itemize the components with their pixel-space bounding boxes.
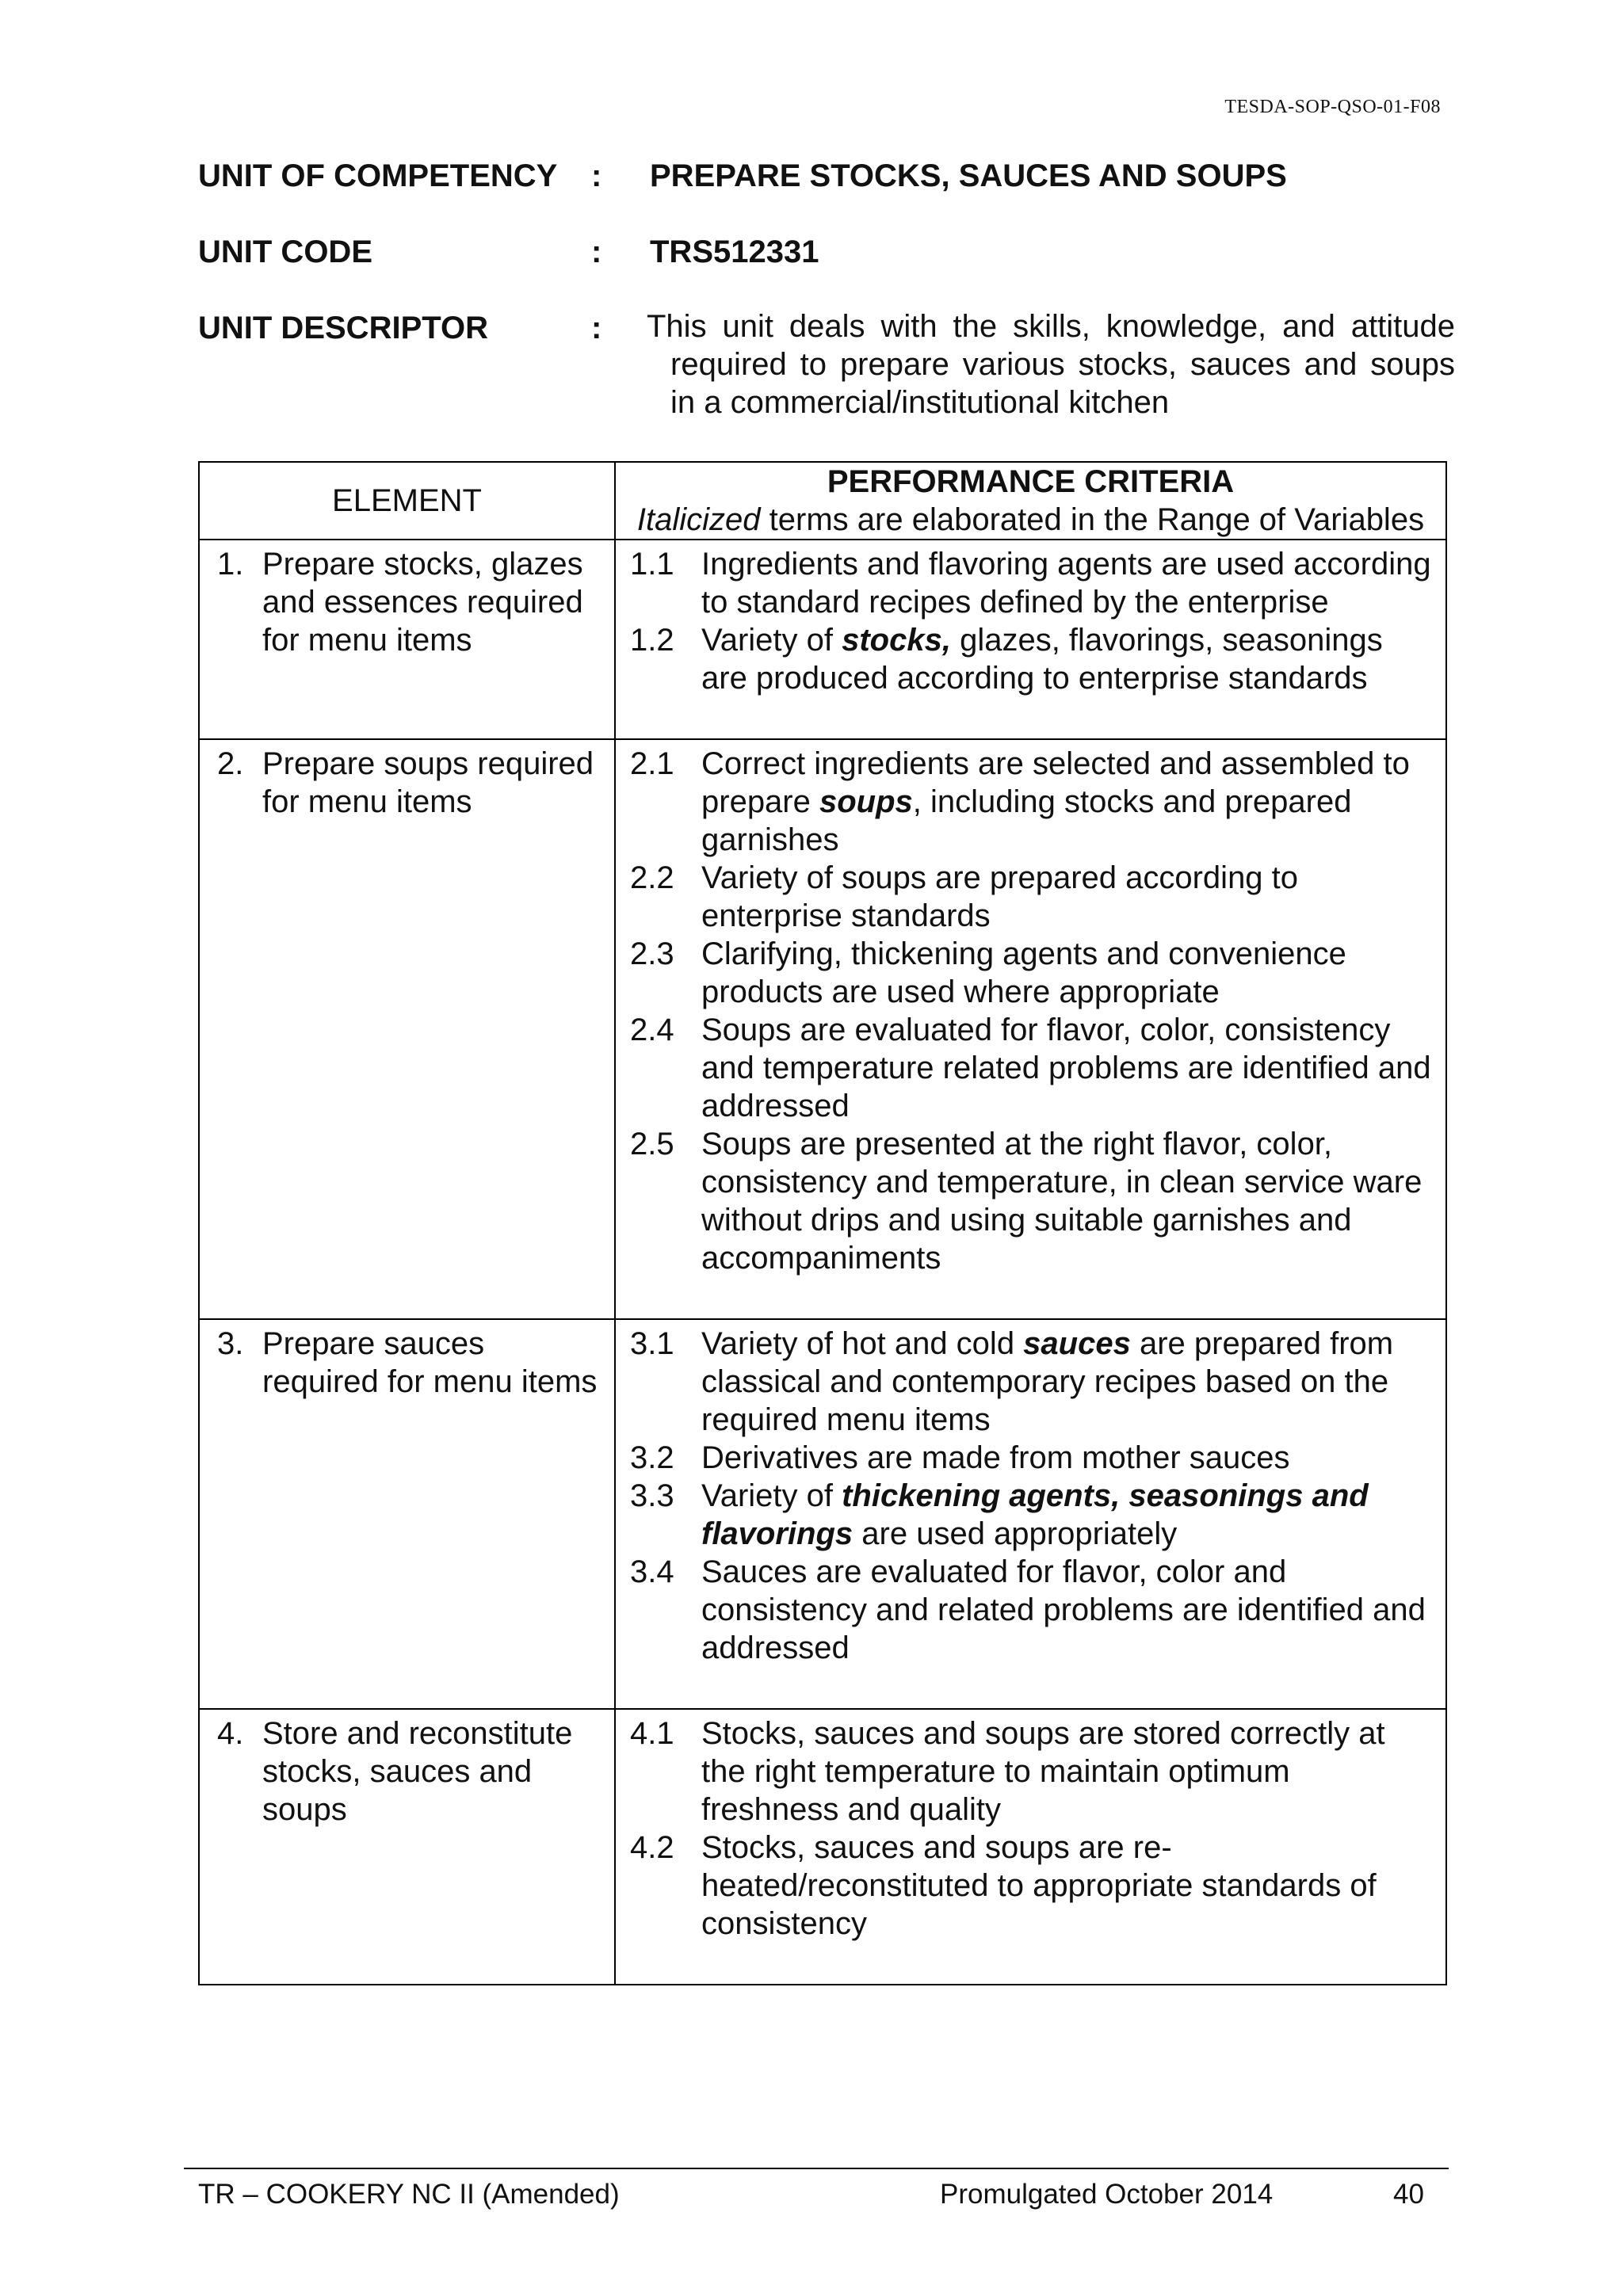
criterion-item bbox=[630, 1829, 1436, 1943]
unit-descriptor-text: This unit deals with the skills, knowledge, and attitude required to prepare various stocks, sauces and soups in a commercial/institutional kitchen bbox=[647, 309, 1455, 420]
criterion-text: Variety of bbox=[701, 623, 842, 658]
criterion-number: 2.4 bbox=[630, 1013, 674, 1047]
criterion-number: 2.3 bbox=[630, 936, 674, 971]
table-body bbox=[199, 540, 1446, 1985]
criterion-text: Correct ingredients are selected and assembled to prepare bbox=[701, 746, 1410, 819]
criterion-item bbox=[630, 1477, 1436, 1553]
criterion-number: 3.2 bbox=[630, 1440, 674, 1475]
table-row bbox=[199, 739, 1446, 1319]
criterion-item bbox=[630, 1011, 1436, 1125]
unit-of-competency-label: UNIT OF COMPETENCY bbox=[198, 158, 558, 193]
element-entry bbox=[217, 745, 598, 821]
element-text: Prepare sauces required for menu items bbox=[262, 1326, 598, 1399]
unit-descriptor-label: UNIT DESCRIPTOR bbox=[198, 311, 488, 345]
criterion-item bbox=[630, 1714, 1436, 1829]
element-text: Prepare stocks, glazes and essences required for menu items bbox=[262, 547, 583, 658]
criterion-number: 3.3 bbox=[630, 1478, 674, 1513]
criterion-emphasis: stocks, bbox=[842, 623, 951, 658]
unit-code-label: UNIT CODE bbox=[198, 235, 372, 269]
criteria-header-title: PERFORMANCE CRITERIA bbox=[827, 464, 1235, 499]
unit-of-competency-value: PREPARE STOCKS, SAUCES AND SOUPS bbox=[650, 158, 1287, 193]
element-cell bbox=[199, 1319, 615, 1709]
element-entry bbox=[217, 1714, 598, 1829]
criterion-item bbox=[630, 745, 1436, 859]
element-text: Prepare soups required for menu items bbox=[262, 746, 594, 819]
table-header-row bbox=[199, 462, 1446, 540]
element-cell bbox=[199, 1709, 615, 1985]
criteria-column-header bbox=[615, 462, 1446, 540]
footer-title: TR – COOKERY NC II (Amended) bbox=[198, 2179, 620, 2210]
competency-table bbox=[198, 461, 1447, 1985]
element-number: 3. bbox=[217, 1326, 244, 1361]
element-cell bbox=[199, 739, 615, 1319]
criterion-text: Ingredients and flavoring agents are used according to standard recipes defined by the enterprise bbox=[701, 547, 1431, 620]
criterion-text: are used appropriately bbox=[853, 1516, 1178, 1551]
element-column-header: ELEMENT bbox=[199, 462, 615, 540]
criterion-item bbox=[630, 545, 1436, 621]
table-row bbox=[199, 1319, 1446, 1709]
unit-code-value: TRS512331 bbox=[650, 235, 819, 269]
element-number: 4. bbox=[217, 1716, 244, 1751]
criterion-number: 2.2 bbox=[630, 860, 674, 895]
criterion-text: Variety of hot and cold bbox=[701, 1326, 1024, 1361]
element-text: Store and reconstitute stocks, sauces and soups bbox=[262, 1716, 573, 1827]
criterion-item bbox=[630, 1553, 1436, 1667]
criterion-emphasis: thickening agents, seasonings and flavorings bbox=[701, 1478, 1369, 1551]
criterion-item bbox=[630, 1325, 1436, 1439]
unit-code-colon: : bbox=[591, 235, 602, 269]
criteria-note-italic: Italicized bbox=[636, 502, 761, 537]
criteria-cell bbox=[615, 1709, 1446, 1985]
criterion-emphasis: sauces bbox=[1023, 1326, 1131, 1361]
table-row bbox=[199, 1709, 1446, 1985]
footer-promulgated: Promulgated October 2014 bbox=[940, 2179, 1274, 2210]
criterion-item bbox=[630, 1439, 1436, 1477]
table-row bbox=[199, 540, 1446, 739]
criterion-number: 2.5 bbox=[630, 1127, 674, 1161]
document-code: TESDA-SOP-QSO-01-F08 bbox=[1224, 97, 1441, 117]
criterion-text: , including stocks and prepared garnishes bbox=[701, 784, 1352, 857]
criterion-text: Clarifying, thickening agents and convenience products are used where appropriate bbox=[701, 936, 1346, 1009]
criteria-cell bbox=[615, 1319, 1446, 1709]
criteria-note-rest: terms are elaborated in the Range of Variables bbox=[760, 502, 1425, 537]
criterion-text: Sauces are evaluated for flavor, color and consistency and related problems are identified and addressed bbox=[701, 1554, 1426, 1665]
footer-divider bbox=[184, 2168, 1449, 2169]
criterion-text: Soups are presented at the right flavor, color, consistency and temperature, in clean service ware without drips and using suitable garnishes and accompaniments bbox=[701, 1127, 1423, 1276]
criterion-text: Stocks, sauces and soups are stored correctly at the right temperature to maintain optimum freshness and quality bbox=[701, 1716, 1385, 1827]
criterion-number: 4.1 bbox=[630, 1716, 674, 1751]
criterion-item bbox=[630, 1125, 1436, 1277]
criterion-number: 4.2 bbox=[630, 1830, 674, 1865]
criterion-number: 1.2 bbox=[630, 623, 674, 658]
element-number: 1. bbox=[217, 547, 244, 582]
criterion-text: glazes, flavorings, seasonings are produced according to enterprise standards bbox=[701, 623, 1383, 696]
criterion-emphasis: soups bbox=[819, 784, 913, 819]
criteria-header-note bbox=[616, 501, 1445, 539]
element-entry bbox=[217, 545, 598, 659]
element-entry bbox=[217, 1325, 598, 1401]
unit-of-competency-colon: : bbox=[591, 158, 602, 193]
criterion-number: 3.4 bbox=[630, 1554, 674, 1589]
element-number: 2. bbox=[217, 746, 244, 781]
unit-descriptor-colon: : bbox=[591, 311, 602, 345]
criterion-number: 3.1 bbox=[630, 1326, 674, 1361]
criterion-text: Variety of soups are prepared according to enterprise standards bbox=[701, 860, 1299, 933]
criterion-item bbox=[630, 621, 1436, 697]
criterion-number: 2.1 bbox=[630, 746, 674, 781]
criterion-number: 1.1 bbox=[630, 547, 674, 582]
criteria-cell bbox=[615, 739, 1446, 1319]
criterion-text: Soups are evaluated for flavor, color, consistency and temperature related problems are identified and addressed bbox=[701, 1013, 1431, 1123]
criterion-text: are prepared from classical and contemporary recipes based on the required menu items bbox=[701, 1326, 1394, 1437]
criterion-text: Variety of bbox=[701, 1478, 842, 1513]
element-cell bbox=[199, 540, 615, 739]
footer-page-number: 40 bbox=[1393, 2179, 1424, 2210]
criteria-cell bbox=[615, 540, 1446, 739]
criterion-text: Derivatives are made from mother sauces bbox=[701, 1440, 1290, 1475]
criterion-item bbox=[630, 859, 1436, 935]
criterion-text: Stocks, sauces and soups are re-heated/reconstituted to appropriate standards of consistency bbox=[701, 1830, 1377, 1941]
criterion-item bbox=[630, 935, 1436, 1011]
